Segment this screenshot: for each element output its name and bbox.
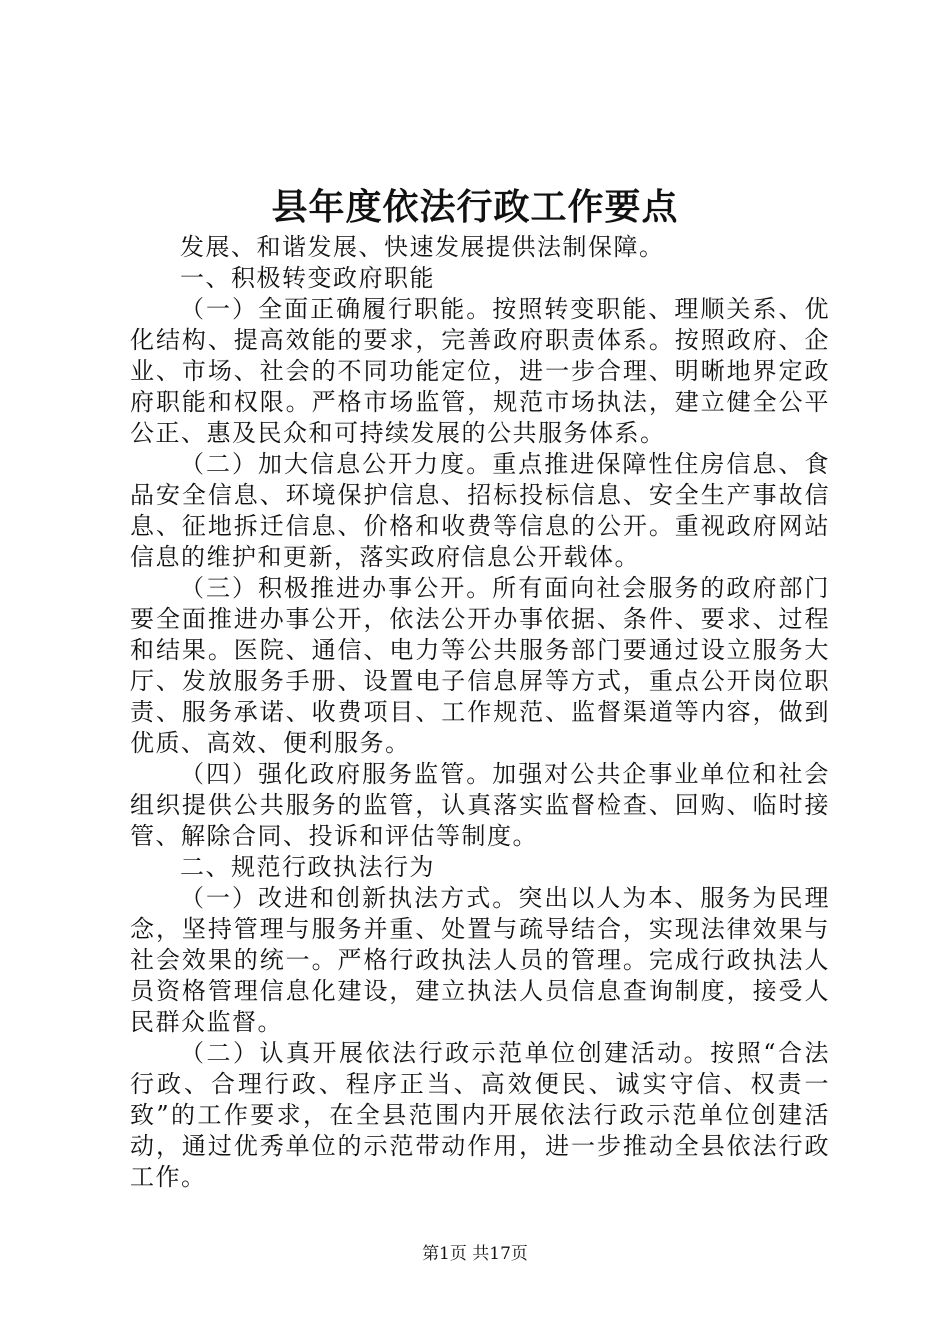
page-footer: 第1页 共17页 bbox=[422, 1244, 528, 1264]
paragraph-intro: 发展、和谐发展、快速发展提供法制保障。 bbox=[180, 233, 665, 261]
paragraph-1-3: （三）积极推进办事公开。所有面向社会服务的政府部门要全面推进办事公开，依法公开办事依据、条件、要求、过程和结果。医院、通信、电力等公共服务部门要通过设立服务大厅、发放服务手册、设置电子信息屏等方式，重点公开岗位职责、服务承诺、收费项目、工作规范、监督渠道等内容，做到优质、高效、便利服务。 bbox=[130, 574, 830, 757]
document-title: 县年度依法行政工作要点 bbox=[271, 186, 679, 228]
section-heading-1: 一、积极转变政府职能 bbox=[180, 264, 435, 292]
paragraph-1-1: （一）全面正确履行职能。按照转变职能、理顺关系、优化结构、提高效能的要求，完善政府职责体系。按照政府、企业、市场、社会的不同功能定位，进一步合理、明晰地界定政府职能和权限。严格市场监管，规范市场执法，建立健全公平公正、惠及民众和可持续发展的公共服务体系。 bbox=[130, 295, 830, 447]
section-heading-2: 二、规范行政执法行为 bbox=[180, 853, 435, 881]
paragraph-1-4: （四）强化政府服务监管。加强对公共企事业单位和社会组织提供公共服务的监管，认真落实监督检查、回购、临时接管、解除合同、投诉和评估等制度。 bbox=[130, 760, 830, 850]
paragraph-2-2: （二）认真开展依法行政示范单位创建活动。按照“合法行政、合理行政、程序正当、高效便民、诚实守信、权责一致”的工作要求，在全县范围内开展依法行政示范单位创建活动，通过优秀单位的示范带动作用，进一步推动全县依法行政工作。 bbox=[130, 1039, 830, 1191]
paragraph-1-2: （二）加大信息公开力度。重点推进保障性住房信息、食品安全信息、环境保护信息、招标投标信息、安全生产事故信息、征地拆迁信息、价格和收费等信息的公开。重视政府网站信息的维护和更新，落实政府信息公开载体。 bbox=[130, 450, 830, 571]
document-body bbox=[130, 232, 830, 1193]
paragraph-2-1: （一）改进和创新执法方式。突出以人为本、服务为民理念，坚持管理与服务并重、处置与疏导结合，实现法律效果与社会效果的统一。严格行政执法人员的管理。完成行政执法人员资格管理信息化建设，建立执法人员信息查询制度，接受人民群众监督。 bbox=[130, 884, 830, 1036]
